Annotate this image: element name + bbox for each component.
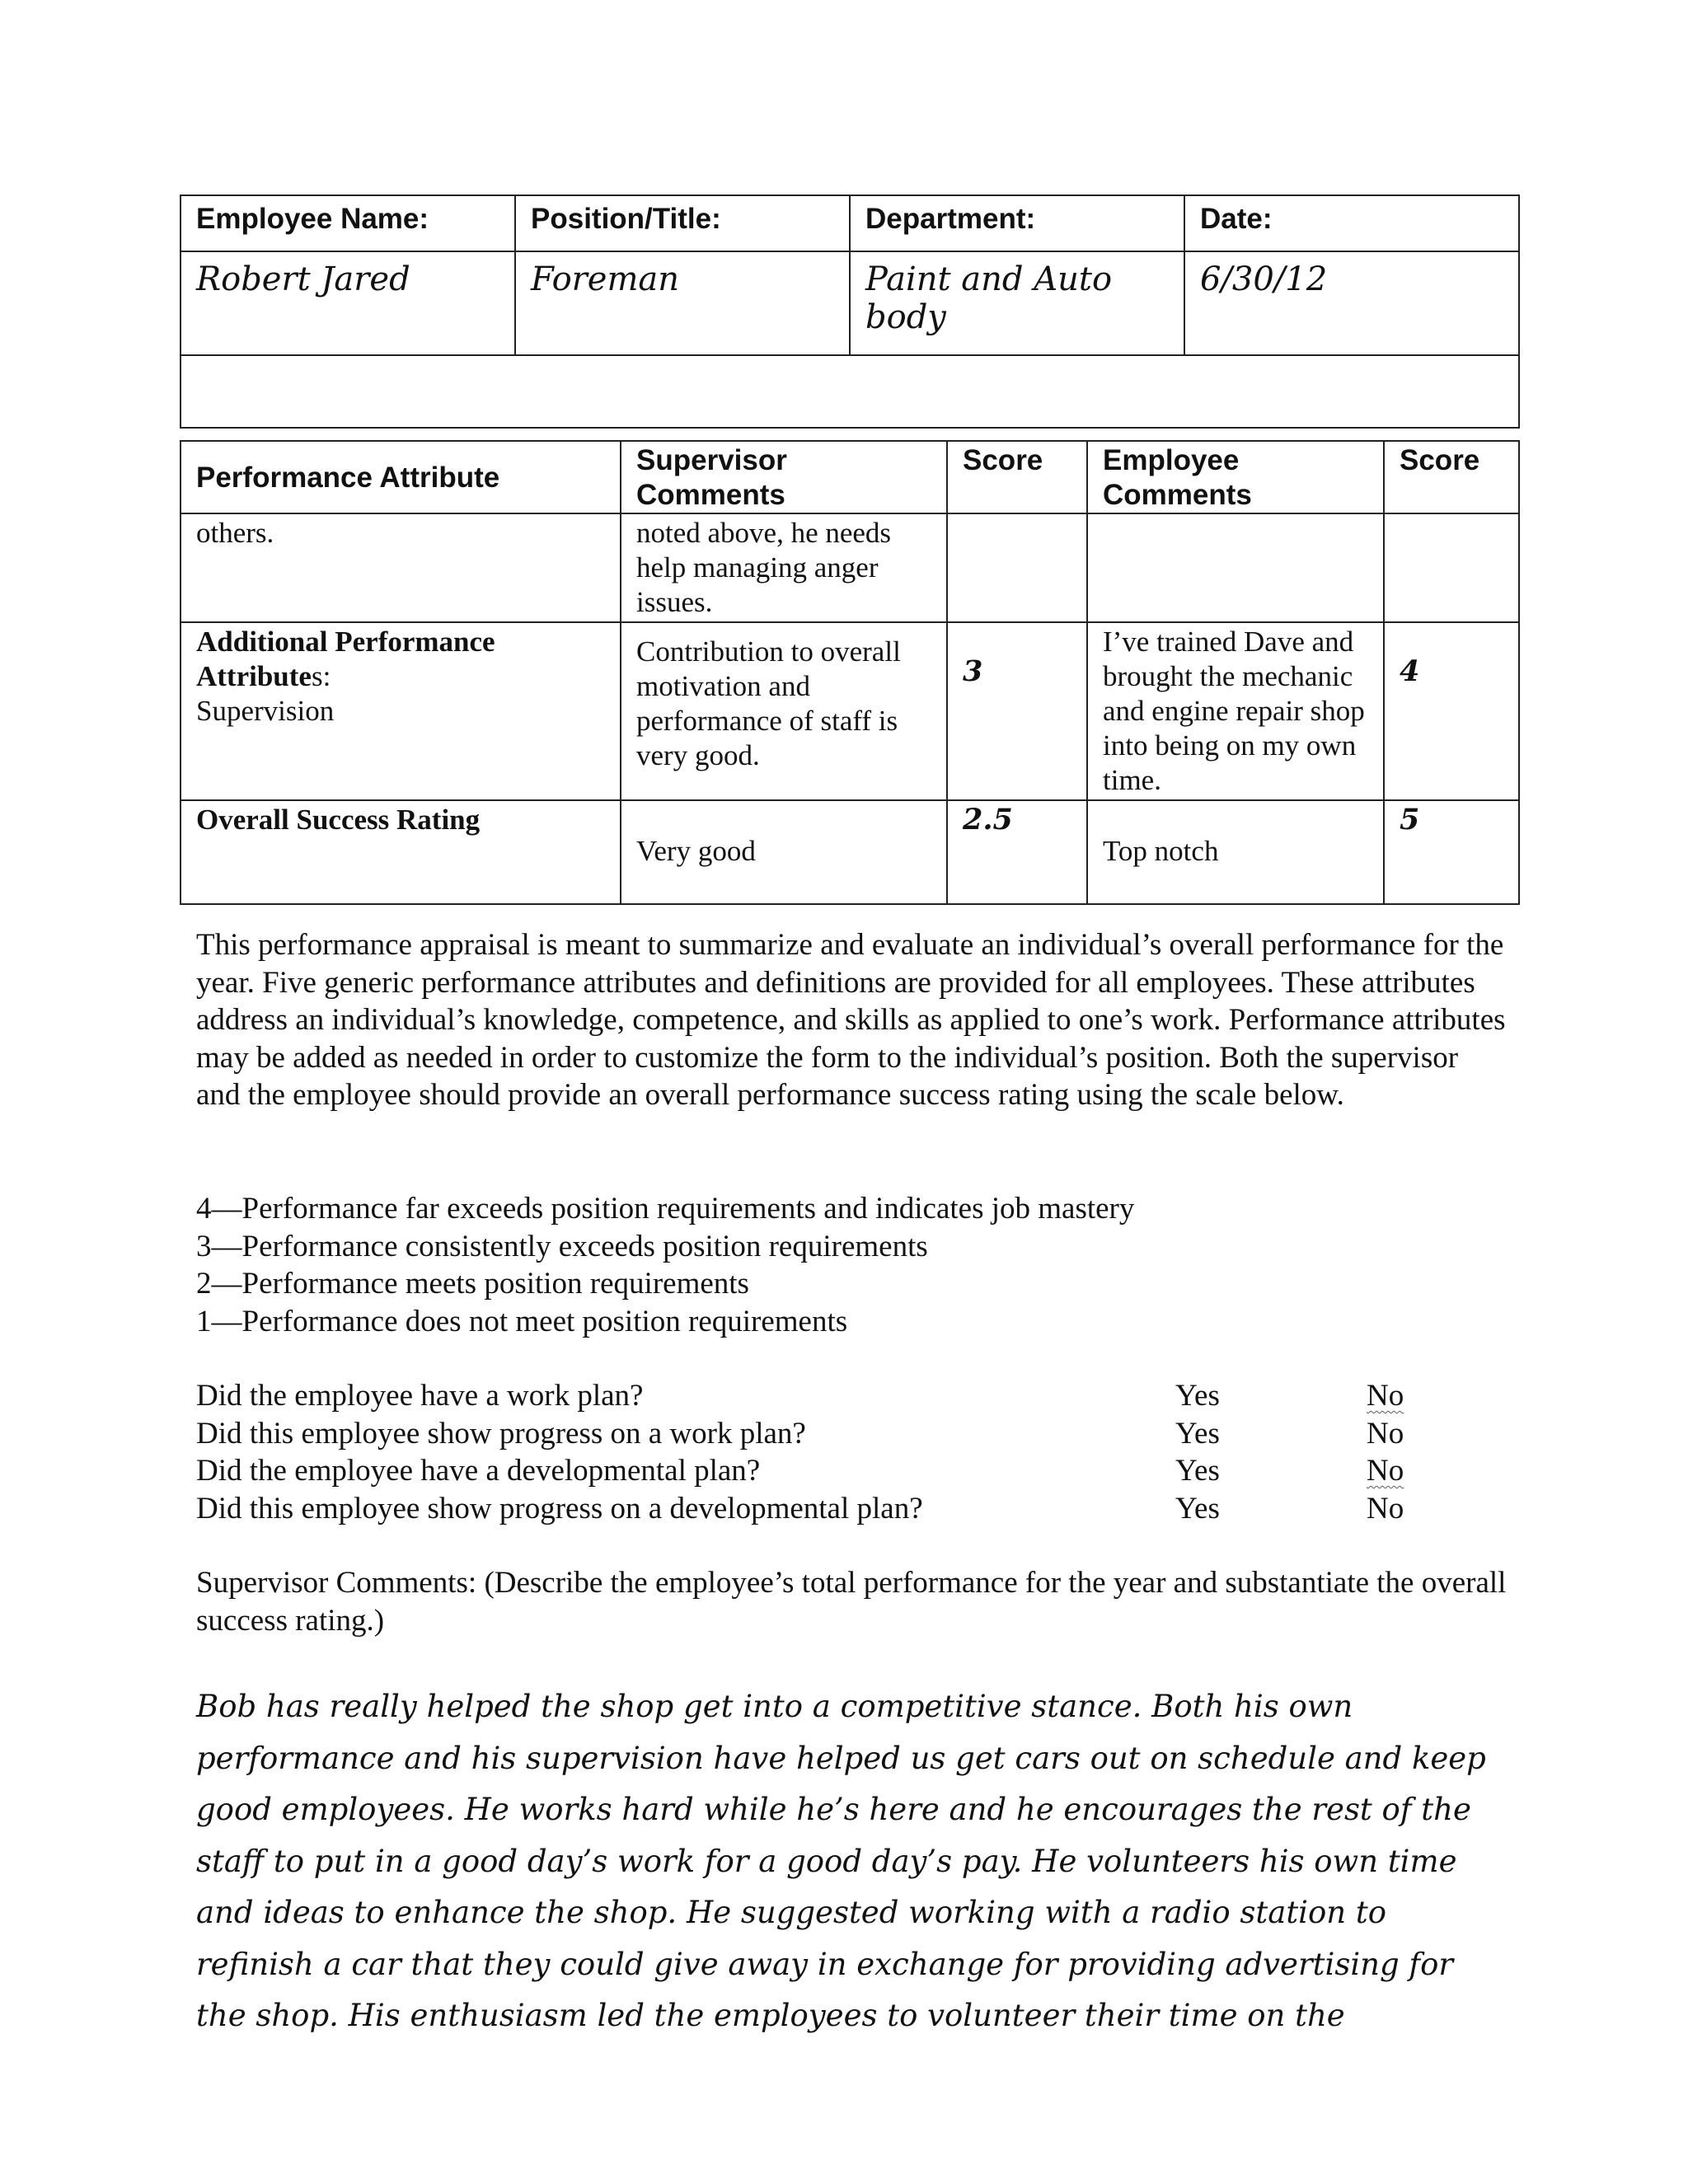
supervisor-comment-cell: Contribution to overall motivation and performance of staff is very good.	[621, 622, 947, 800]
supervisor-comments-prompt: Supervisor Comments: (Describe the employee’s total performance for the year and substantiate the overall success rating.)	[196, 1566, 1507, 1638]
performance-attribute-header: Performance Attribute	[181, 441, 621, 513]
department-label: Department:	[850, 195, 1184, 251]
attribute-cell	[181, 622, 621, 800]
department-value[interactable]: Paint and Auto body	[850, 251, 1184, 355]
blank-row	[181, 355, 1519, 428]
attribute-name: Supervision	[196, 695, 335, 727]
blank-cell	[181, 355, 1519, 428]
yes-option[interactable]: Yes	[1175, 1379, 1220, 1413]
question-text: Did this employee show progress on a developmental plan?	[196, 1491, 923, 1526]
employee-comment-cell: I’ve trained Dave and brought the mechanic and engine repair shop into being on my own time.	[1087, 622, 1384, 800]
employee-name-value[interactable]: Robert Jared	[181, 251, 515, 355]
rating-scale-item-4: 4—Performance far exceeds position requirements and indicates job mastery	[196, 1192, 1135, 1226]
rating-scale-item-1: 1—Performance does not meet position requirements	[196, 1304, 848, 1338]
employee-comment-cell: Top notch	[1087, 800, 1384, 904]
supervisor-score-cell[interactable]: 3	[947, 622, 1087, 800]
attribute-title: Additional Performance	[196, 626, 495, 658]
table-row	[181, 800, 1519, 904]
employee-comment-cell	[1087, 513, 1384, 622]
question-text: Did this employee show progress on a work plan?	[196, 1416, 806, 1451]
yes-option[interactable]: Yes	[1175, 1454, 1220, 1488]
attribute-cell: others.	[181, 513, 621, 622]
employee-info-label-row	[181, 195, 1519, 251]
question-text: Did the employee have a developmental plan?	[196, 1454, 761, 1488]
table-row	[181, 622, 1519, 800]
no-option[interactable]: No	[1367, 1454, 1404, 1488]
supervisor-comments-header: Supervisor Comments	[621, 441, 947, 513]
performance-header-row	[181, 441, 1519, 513]
intro-paragraph: This performance appraisal is meant to summarize and evaluate an individual’s overall performance for the year. Five generic performance attributes and definitions are provided for all employees. These attributes address an individual’s knowledge, competence, and skills as applied to one’s work. Performance attributes may be added as needed in order to customize the form to the individual’s position. Both the supervisor and the employee should provide an overall performance success rating using the scale below.	[196, 928, 1506, 1112]
supervisor-score-cell[interactable]	[947, 513, 1087, 622]
employee-info-value-row	[181, 251, 1519, 355]
employee-comments-header: Employee Comments	[1087, 441, 1384, 513]
supervisor-comment-cell: noted above, he needs help managing anger issues.	[621, 513, 947, 622]
supervisor-comments-text[interactable]: Bob has really helped the shop get into a competitive stance. Both his own performance and his supervision have helped us get cars out on schedule and keep good employees. He works hard while he’s here and he encourages the rest of the staff to put in a good day’s work for a good day’s pay. He volunteers his own time and ideas to enhance the shop. He suggested working with a radio station to refinish a car that they could give away in exchange for providing advertising for the shop. His enthusiasm led the employees to volunteer their time on the	[196, 1689, 1486, 2033]
rating-scale-item-3: 3—Performance consistently exceeds position requirements	[196, 1229, 928, 1263]
question-text: Did the employee have a work plan?	[196, 1379, 644, 1413]
question-row-work-plan-progress	[196, 1415, 1416, 1453]
yes-option[interactable]: Yes	[1175, 1491, 1220, 1526]
question-row-developmental-plan-progress	[196, 1490, 1416, 1528]
no-option[interactable]: No	[1367, 1416, 1404, 1451]
position-title-label: Position/Title:	[515, 195, 850, 251]
table-row	[181, 513, 1519, 622]
rating-scale	[196, 1190, 1134, 1340]
performance-table	[180, 440, 1520, 905]
employee-name-label: Employee Name:	[181, 195, 515, 251]
employee-score-header: Score	[1384, 441, 1519, 513]
no-option[interactable]: No	[1367, 1491, 1404, 1526]
yes-option[interactable]: Yes	[1175, 1416, 1220, 1451]
question-row-work-plan	[196, 1377, 1416, 1415]
rating-scale-item-2: 2—Performance meets position requirements	[196, 1267, 749, 1301]
no-option[interactable]: No	[1367, 1379, 1404, 1413]
supervisor-comment-cell: Very good	[621, 800, 947, 904]
date-label: Date:	[1184, 195, 1519, 251]
employee-score-cell[interactable]: 5	[1384, 800, 1519, 904]
attribute-cell: Overall Success Rating	[181, 800, 621, 904]
attribute-title-2: Attribute	[196, 660, 312, 692]
employee-info-table	[180, 194, 1520, 429]
position-title-value[interactable]: Foreman	[515, 251, 850, 355]
attribute-title-suffix: s:	[311, 660, 331, 692]
date-value[interactable]: 6/30/12	[1184, 251, 1519, 355]
supervisor-score-header: Score	[947, 441, 1087, 513]
employee-score-cell[interactable]: 4	[1384, 622, 1519, 800]
question-row-developmental-plan	[196, 1452, 1416, 1490]
employee-score-cell[interactable]	[1384, 513, 1519, 622]
supervisor-score-cell[interactable]: 2.5	[947, 800, 1087, 904]
